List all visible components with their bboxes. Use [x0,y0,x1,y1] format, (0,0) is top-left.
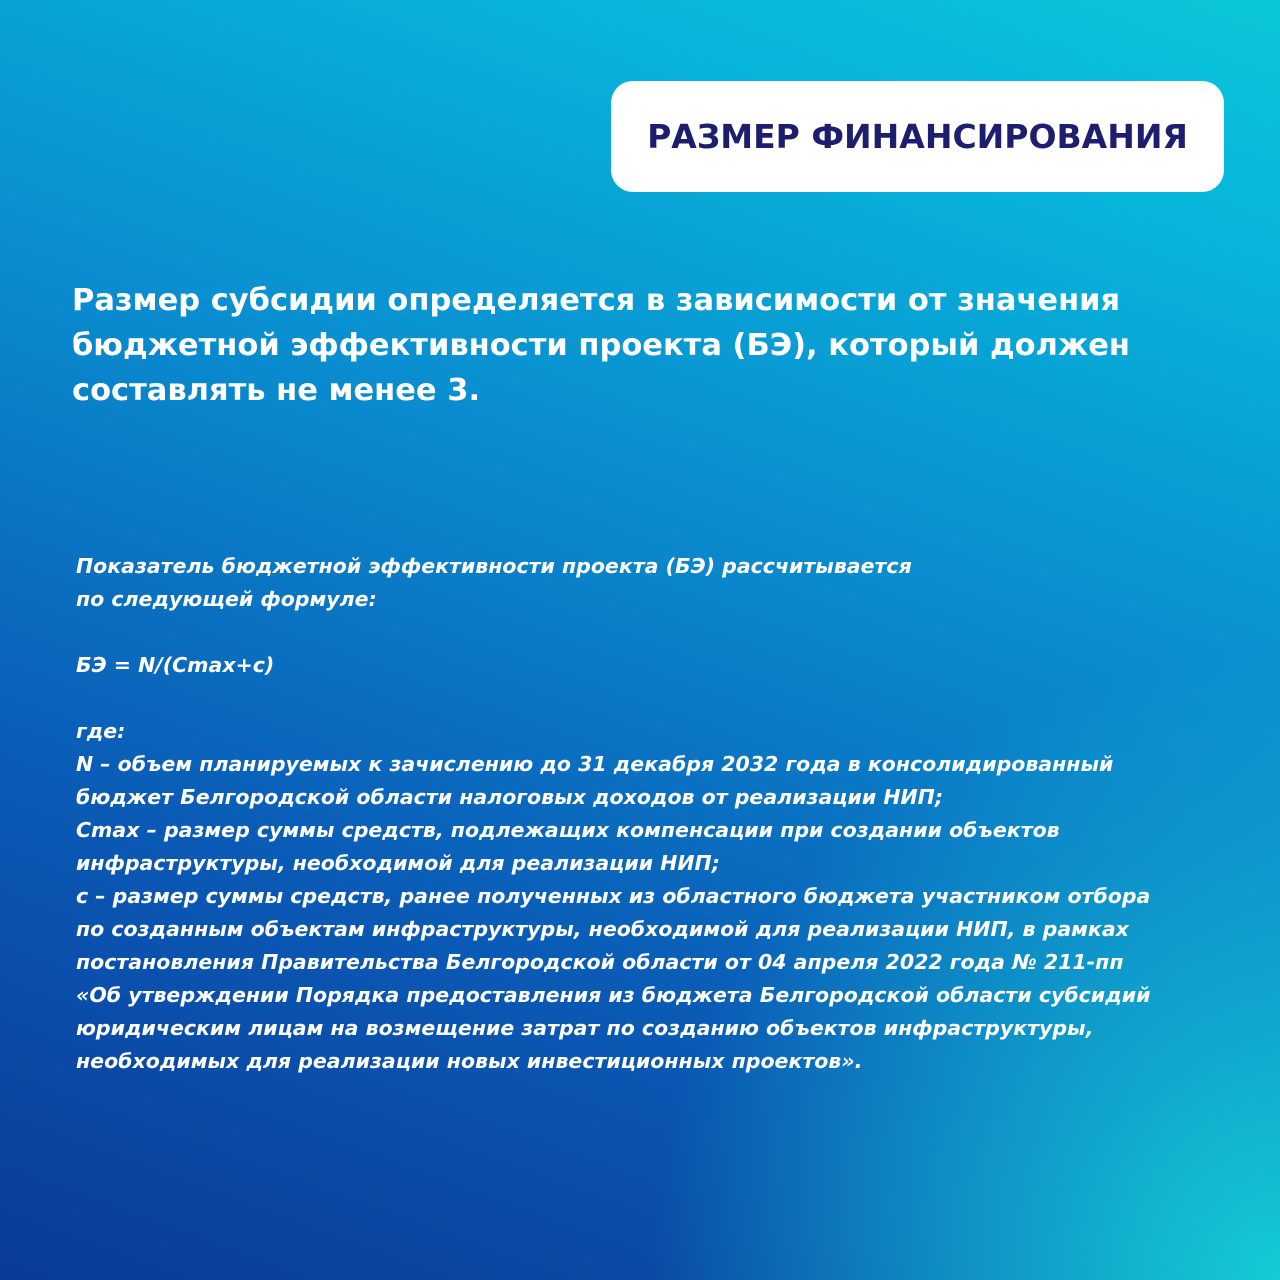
definition-line: постановления Правительства Белгородской области от 04 апреля 2022 года № 211-пп [76,950,1124,974]
formula-intro-line: Показатель бюджетной эффективности проекта (БЭ) рассчитывается [76,554,912,578]
definition-line: по созданным объектам инфраструктуры, необходимой для реализации НИП, в рамках [76,917,1129,941]
definition-line: Cmax – размер суммы средств, подлежащих компенсации при создании объектов [76,818,1060,842]
definition-line: бюджет Белгородской области налоговых доходов от реализации НИП; [76,785,944,809]
definition-line: необходимых для реализации новых инвестиционных проектов». [76,1049,863,1073]
formula: БЭ = N/(Cmax+c) [76,653,275,677]
intro-line: Размер субсидии определяется в зависимости от значения [72,283,1121,318]
definition-line: c – размер суммы средств, ранее полученных из областного бюджета участником отбора [76,884,1151,908]
spacer [76,682,1226,715]
title-badge [611,81,1224,192]
definition-line: «Об утверждении Порядка предоставления из бюджета Белгородской области субсидий [76,983,1151,1007]
page-title: РАЗМЕР ФИНАНСИРОВАНИЯ [647,117,1188,156]
definition-line: юридическим лицам на возмещение затрат по созданию объектов инфраструктуры, [76,1016,1094,1040]
formula-description [76,550,1226,1078]
intro-paragraph [72,278,1192,413]
intro-line: бюджетной эффективности проекта (БЭ), который должен [72,328,1130,363]
intro-line: составлять не менее 3. [72,373,481,408]
definition-line: инфраструктуры, необходимой для реализации НИП; [76,851,720,875]
definition-line: N – объем планируемых к зачислению до 31 декабря 2032 года в консолидированный [76,752,1114,776]
spacer [76,616,1226,649]
where-label: где: [76,719,126,743]
formula-intro-line: по следующей формуле: [76,587,377,611]
